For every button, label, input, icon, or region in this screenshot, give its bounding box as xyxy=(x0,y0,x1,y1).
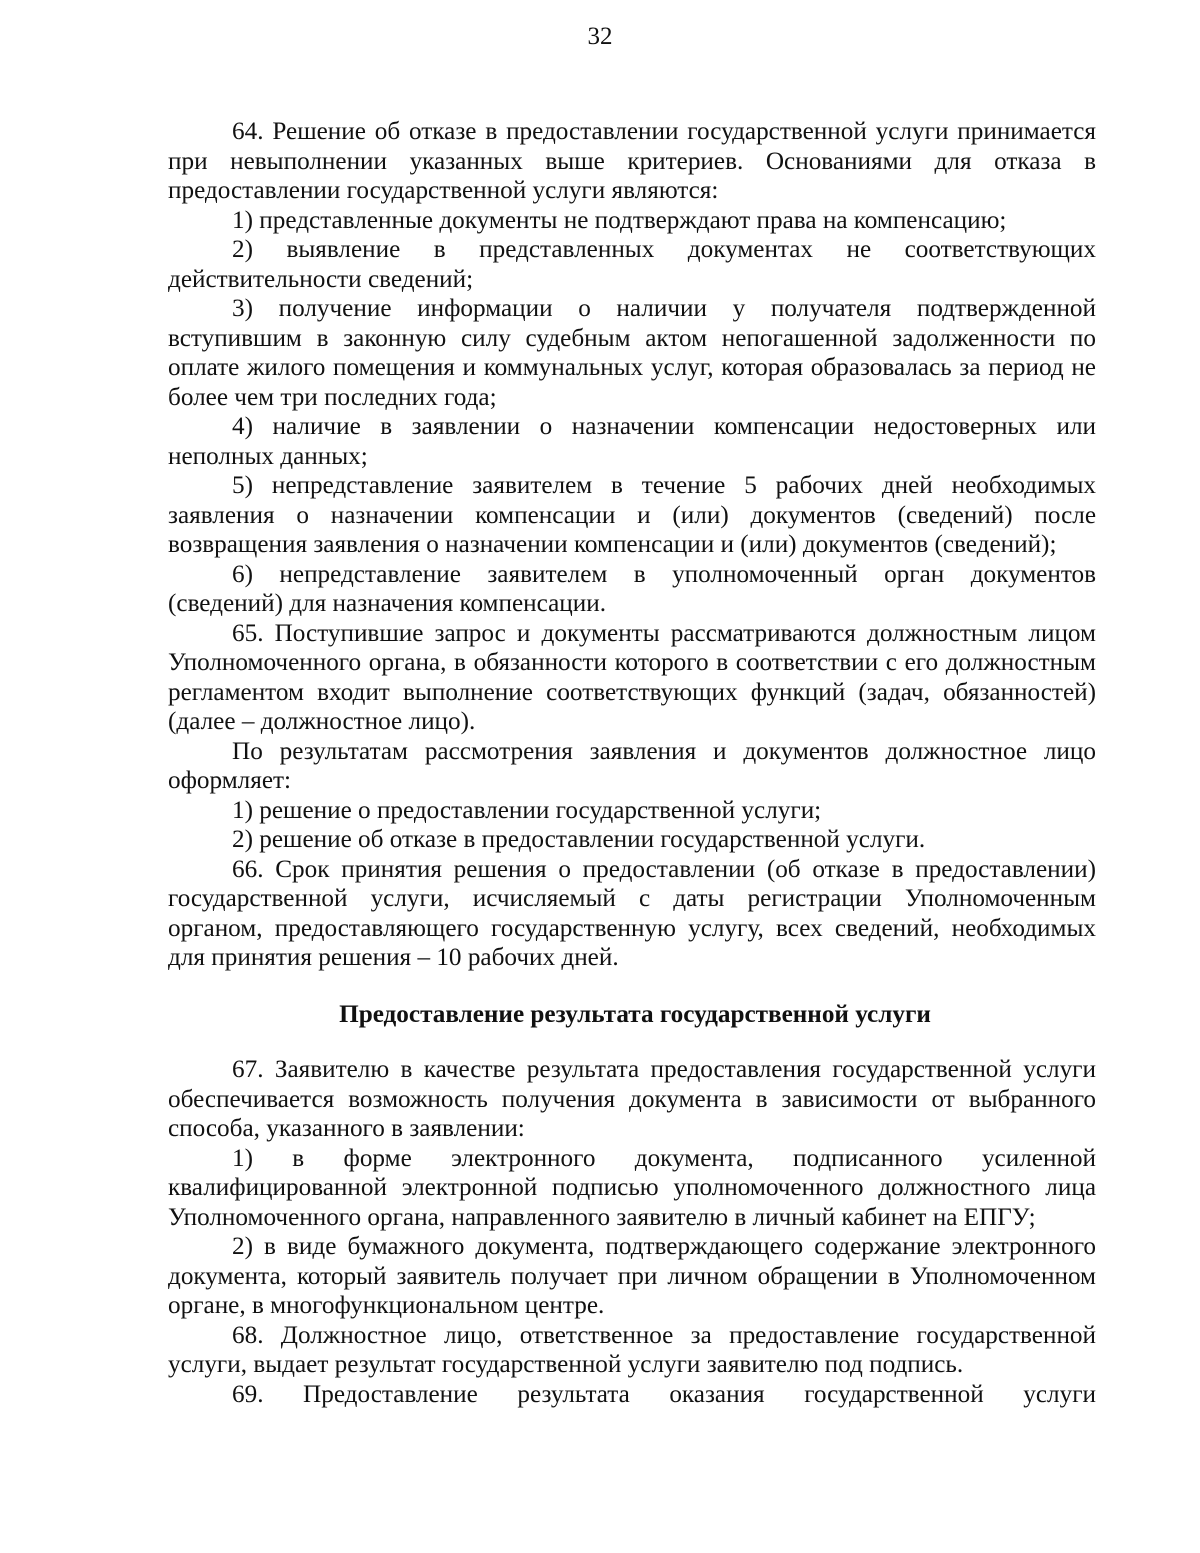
section-heading: Предоставление результата государственной услуги xyxy=(339,1000,931,1028)
paragraph-69: 69. Предоставление результата оказания государственной услуги xyxy=(232,1380,1096,1408)
list-item-6: 6) непредставление заявителем в уполномоченный орган документов (сведений) для назначения компенсации. xyxy=(168,560,1096,617)
document-body xyxy=(168,117,1096,1409)
list-item-5: 5) непредставление заявителем в течение 5 рабочих дней необходимых заявления о назначении компенсации и (или) документов (сведений) после возвращения заявления о назначении компенсации и (или) документов (сведений); xyxy=(168,472,1096,558)
paragraph-64: 64. Решение об отказе в предоставлении государственной услуги принимается при невыполнении указанных выше критериев. Основаниями для отказа в предоставлении государственной услуги являются: xyxy=(168,118,1096,204)
delivery-item-2: 2) в виде бумажного документа, подтверждающего содержание электронного документа, который заявитель получает при личном обращении в Уполномоченном органе, в многофункциональном центре. xyxy=(168,1233,1096,1319)
delivery-item-1: 1) в форме электронного документа, подписанного усиленной квалифицированной электронной подписью уполномоченного должностного лица Уполномоченного органа, направленного заявителю в личный кабинет на ЕПГУ; xyxy=(168,1144,1096,1231)
paragraph-68: 68. Должностное лицо, ответственное за предоставление государственной услуги, выдает результат государственной услуги заявителю под подпись. xyxy=(168,1321,1096,1378)
paragraph-67: 67. Заявителю в качестве результата предоставления государственной услуги обеспечивается возможность получения документа в зависимости от выбранного способа, указанного в заявлении: xyxy=(168,1056,1096,1142)
paragraph-results-intro: По результатам рассмотрения заявления и документов должностное лицо оформляет: xyxy=(168,737,1096,794)
page-number: 32 xyxy=(587,23,613,50)
list-item-2: 2) выявление в представленных документах не соответствующих действительности сведений; xyxy=(168,236,1096,293)
list-item-4: 4) наличие в заявлении о назначении компенсации недостоверных или неполных данных; xyxy=(168,413,1096,470)
result-item-1: 1) решение о предоставлении государственной услуги; xyxy=(232,796,822,824)
result-item-2: 2) решение об отказе в предоставлении государственной услуги. xyxy=(232,826,926,853)
paragraph-66: 66. Срок принятия решения о предоставлении (об отказе в предоставлении) государственной услуги, исчисляемый с даты регистрации Уполномоченным органом, предоставляющего государственную услугу, всех сведений, необходимых для принятия решения – 10 рабочих дней. xyxy=(168,855,1096,971)
list-item-3: 3) получение информации о наличии у получателя подтвержденной вступившим в законную силу судебным актом непогашенной задолженности по оплате жилого помещения и коммунальных услуг, которая образовалась за период не более чем три последних года; xyxy=(168,295,1096,411)
paragraph-65: 65. Поступившие запрос и документы рассматриваются должностным лицом Уполномоченного органа, в обязанности которого в соответствии с его должностным регламентом входит выполнение соответствующих функций (задач, обязанностей) (далее – должностное лицо). xyxy=(168,619,1096,735)
list-item-1: 1) представленные документы не подтверждают права на компенсацию; xyxy=(232,206,1007,234)
